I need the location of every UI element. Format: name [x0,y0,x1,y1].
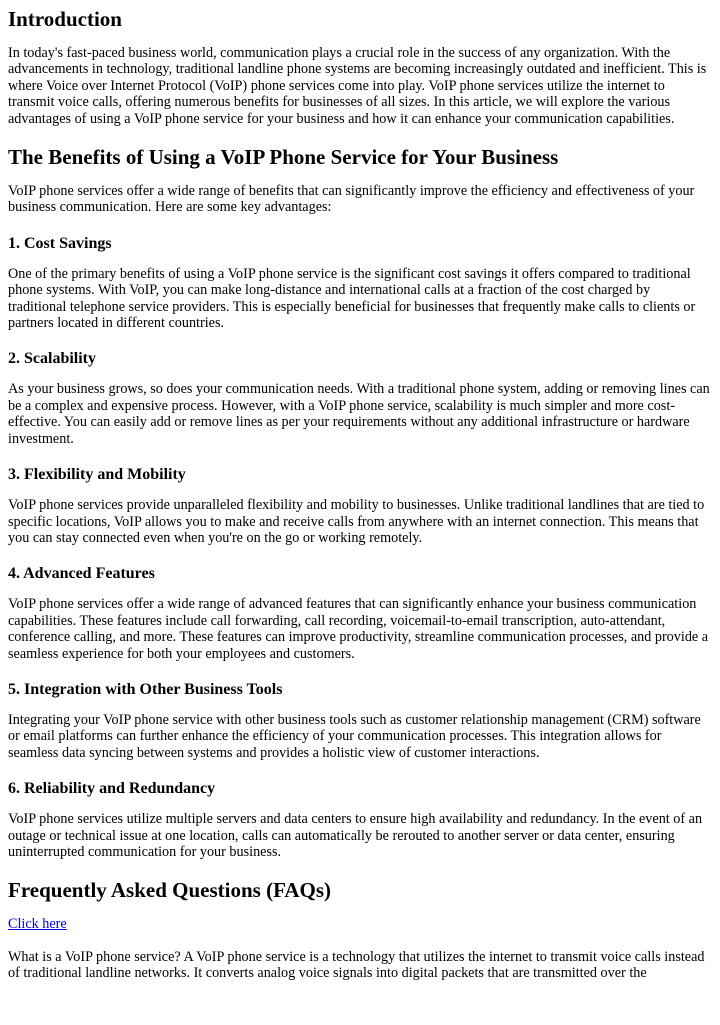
benefits-heading: The Benefits of Using a VoIP Phone Service for Your Business [8,145,559,170]
section-text-scalability: As your business grows, so does your communication needs. With a traditional phone system, adding or removing lines can be a complex and expensive process. However, with a VoIP phone service, scalability is much simpler and more cost-effective. You can easily add or remove lines as per your requirements without any additional infrastructure or hardware investment. [8,381,710,447]
benefits-intro-paragraph: VoIP phone services offer a wide range of benefits that can significantly improve the efficiency and effectiveness of your business communication. Here are some key advantages: [8,183,695,216]
section-heading-cost-savings: 1. Cost Savings [8,234,112,252]
section-text-cost-savings: One of the primary benefits of using a VoIP phone service is the significant cost savings it offers compared to traditional phone systems. With VoIP, you can make long-distance and international calls at a fraction of the cost charged by traditional telephone service providers. This is especially beneficial for businesses that frequently make calls to clients or partners located in different countries. [8,265,696,332]
section-heading-flexibility: 3. Flexibility and Mobility [8,466,186,484]
section-heading-advanced-features: 4. Advanced Features [8,565,155,583]
click-here-link[interactable]: Click here [8,916,67,933]
article [0,7,720,982]
section-text-reliability: VoIP phone services utilize multiple servers and data centers to ensure high availability and redundancy. In the event of an outage or technical issue at one location, calls can automatically be rerouted to another server or data center, ensuring uninterrupted communication for your business. [8,811,703,860]
section-heading-reliability: 6. Reliability and Redundancy [8,780,216,798]
faq-link-paragraph [8,916,712,932]
section-heading-integration: 5. Integration with Other Business Tools [8,680,283,698]
intro-heading: Introduction [8,7,122,31]
section-heading-scalability: 2. Scalability [8,350,97,368]
faq-heading: Frequently Asked Questions (FAQs) [8,878,331,903]
section-text-advanced-features: VoIP phone services offer a wide range of advanced features that can significantly enhance your business communication capabilities. These features include call forwarding, call recording, voicemail-to-email transcription, auto-attendant, conference calling, and more. These features can improve productivity, streamline communication processes, and provide a seamless experience for both your employees and customers. [8,596,709,662]
section-text-integration: Integrating your VoIP phone service with other business tools such as customer relationship management (CRM) software or email platforms can further enhance the efficiency of your communication processes. This integration allows for seamless data syncing between systems and provides a holistic view of customer interactions. [8,711,701,761]
section-text-flexibility: VoIP phone services provide unparalleled flexibility and mobility to businesses. Unlike traditional landlines that are tied to specific locations, VoIP allows you to make and receive calls from anywhere with an internet connection. This means that you can stay connected even when you're on the go or working remotely. [8,497,705,546]
intro-paragraph: In today's fast-paced business world, communication plays a crucial role in the success of any organization. With the advancements in technology, traditional landline phone systems are becoming increasingly outdated and inefficient. This is where Voice over Internet Protocol (VoIP) phone services come into play. VoIP phone services utilize the internet to transmit voice calls, offering numerous benefits for businesses of all sizes. In this article, we will explore the various advantages of using a VoIP phone service for your business and how it can enhance your communication capabilities. [8,45,707,127]
faq-paragraph: What is a VoIP phone service? A VoIP phone service is a technology that utilizes the internet to transmit voice calls instead of traditional landline networks. It converts analog voice signals into digital packets that are transmitted over the [8,948,705,982]
